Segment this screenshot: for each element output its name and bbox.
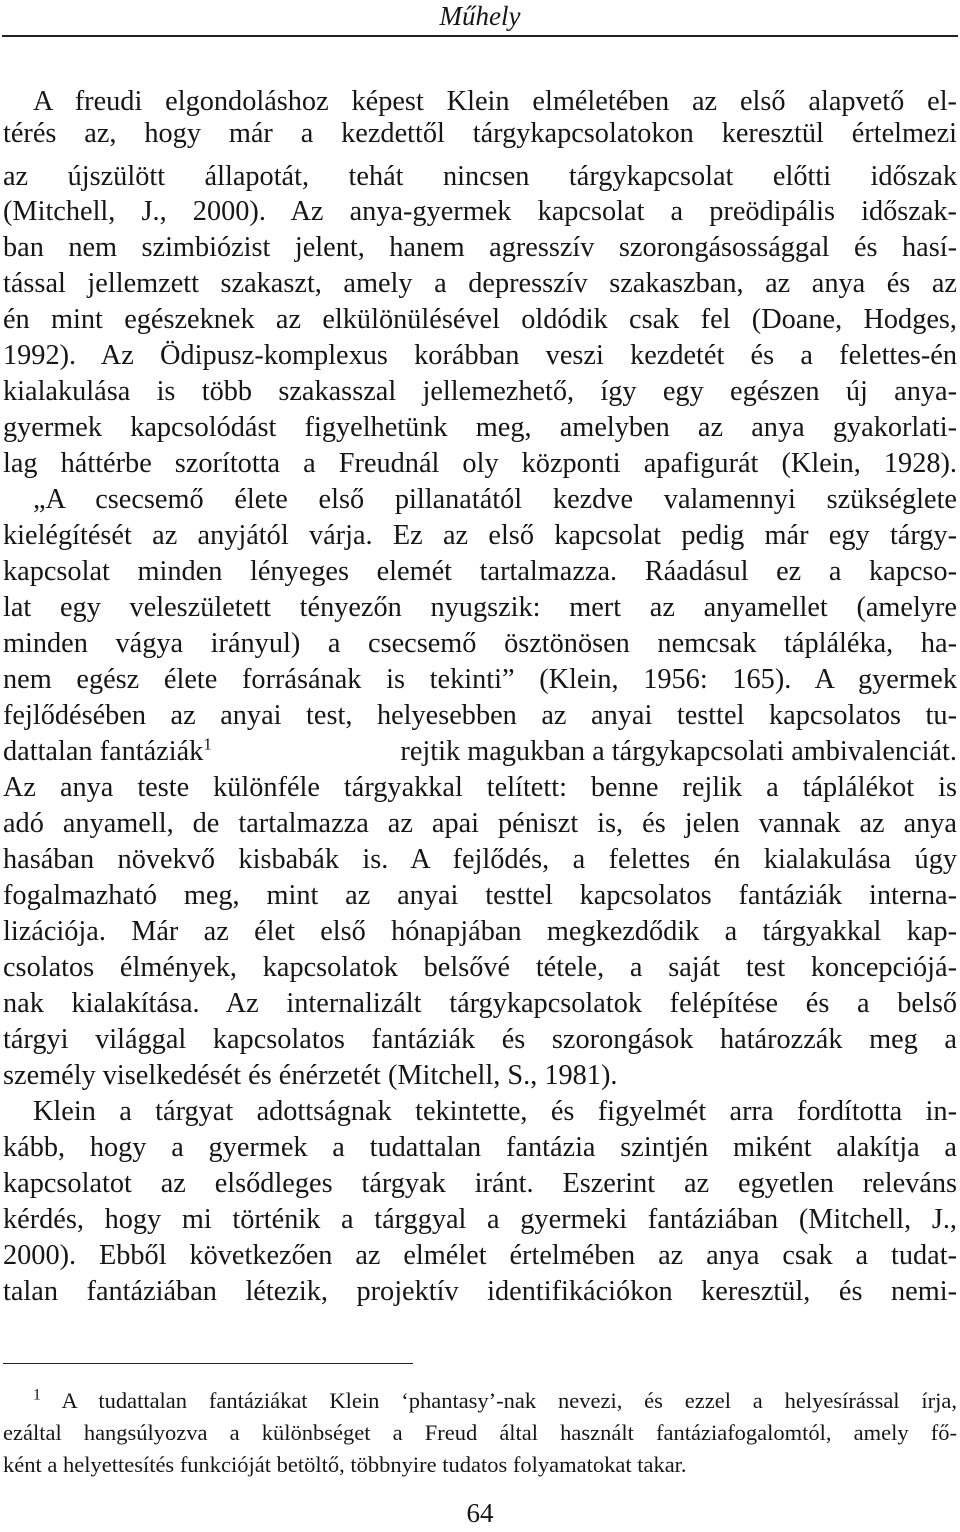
body-line: az újszülött állapotát, tehát nincsen tárgykapcsolat előtti időszak: [3, 161, 957, 192]
running-head: Műhely: [439, 1, 521, 31]
body-line: minden vágya irányul) a csecsemő ösztönösen nemcsak tápláléka, ha-: [3, 628, 957, 659]
body-text-fragment: dattalan fantáziák: [3, 736, 204, 767]
body-line: kialakulása is több szakasszal jellemezhető, így egy egészen új anya-: [3, 376, 957, 407]
footnote-reference[interactable]: 1: [203, 734, 212, 754]
body-line: kielégítését az anyjától várja. Ez az első kapcsolat pedig már egy tárgy-: [3, 520, 957, 551]
body-line: tárgyi világgal kapcsolatos fantáziák és szorongások határozzák meg a: [3, 1024, 957, 1055]
body-line-segment: [3, 736, 212, 768]
body-line: kább, hogy a gyermek a tudattalan fantázia szintjén miként alakítja a: [3, 1132, 957, 1163]
body-line: kapcsolatot az elsődleges tárgyak iránt. Eszerint az egyetlen releváns: [3, 1168, 957, 1199]
body-line: hasában növekvő kisbabák is. A fejlődés, a felettes én kialakulása úgy: [3, 844, 957, 875]
body-line: személy viselkedését és énérzetét (Mitchell, S., 1981).: [3, 1060, 618, 1091]
footnote-rule: [3, 1363, 413, 1364]
header-rule: [2, 35, 958, 37]
body-line: nem egész élete forrásának is tekinti” (Klein, 1956: 165). A gyermek: [3, 664, 957, 695]
footnote-text: A tudattalan fantáziákat Klein ‘phantasy’-nak nevezi, és ezzel a helyesírással írja,: [61, 1388, 958, 1413]
body-line: 1992). Az Ödipusz-komplexus korábban veszi kezdetét és a felettes-én: [3, 340, 957, 371]
footnote-line: [3, 1388, 957, 1414]
body-line: kérdés, hogy mi történik a tárggyal a gyermeki fantáziában (Mitchell, J.,: [3, 1204, 957, 1235]
body-line: gyermek kapcsolódást figyelhetünk meg, amelyben az anya gyakorlati-: [3, 412, 957, 443]
body-line: tással jellemzett szakaszt, amely a depresszív szakaszban, az anya és az: [3, 268, 957, 299]
body-line: fogalmazható meg, mint az anyai testtel kapcsolatos fantáziák interna-: [3, 880, 957, 911]
body-line: lat egy veleszületett tényezőn nyugszik: mert az anyamellet (amelyre: [3, 592, 957, 623]
body-line: én mint egészeknek az elkülönülésével oldódik csak fel (Doane, Hodges,: [3, 304, 957, 335]
body-line: (Mitchell, J., 2000). Az anya-gyermek kapcsolat a preödipális időszak-: [3, 196, 957, 227]
body-line: kapcsolat minden lényeges elemét tartalmazza. Ráadásul ez a kapcso-: [3, 556, 957, 587]
body-line: fejlődésében az anyai test, helyesebben az anyai testtel kapcsolatos tu-: [3, 700, 957, 731]
body-line: csolatos élmények, kapcsolatok belsővé tétele, a saját test koncepciójá-: [3, 952, 957, 983]
footnote-line: ezáltal hangsúlyozva a különbséget a Freud által használt fantáziafogalomtól, amely fő-: [3, 1420, 957, 1445]
body-line: Az anya teste különféle tárgyakkal telített: benne rejlik a táplálékot is: [3, 772, 957, 803]
body-line: [3, 736, 957, 768]
footnote-marker: 1: [33, 1386, 41, 1404]
body-line: lag háttérbe szorította a Freudnál oly központi apafigurát (Klein, 1928).: [3, 448, 957, 479]
body-line: lizációja. Már az élet első hónapjában megkezdődik a tárgyakkal kap-: [3, 916, 957, 947]
body-line: nak kialakítása. Az internalizált tárgykapcsolatok felépítése és a belső: [3, 988, 957, 1019]
page-number: 64: [466, 1498, 494, 1528]
body-line: Klein a tárgyat adottságnak tekintette, és figyelmét arra fordította in-: [33, 1096, 957, 1127]
body-line: „A csecsemő élete első pillanatától kezdve valamennyi szükséglete: [33, 484, 957, 515]
body-line: A freudi elgondoláshoz képest Klein elméletében az első alapvető el-: [33, 86, 957, 117]
body-line: talan fantáziában létezik, projektív identifikációkon keresztül, és nemi-: [3, 1276, 957, 1307]
body-line: ban nem szimbiózist jelent, hanem agresszív szorongásossággal és hasí-: [3, 232, 957, 263]
body-line: térés az, hogy már a kezdettől tárgykapcsolatokon keresztül értelmezi: [3, 118, 957, 149]
body-line: adó anyamell, de tartalmazza az apai péniszt is, és jelen vannak az anya: [3, 808, 957, 839]
footnote-line: ként a helyettesítés funkcióját betöltő, többnyire tudatos folyamatokat takar.: [3, 1452, 687, 1477]
body-line: 2000). Ebből következően az elmélet értelmében az anya csak a tudat-: [3, 1240, 957, 1271]
body-line-segment: rejtik magukban a tárgykapcsolati ambivalenciát.: [400, 736, 957, 767]
